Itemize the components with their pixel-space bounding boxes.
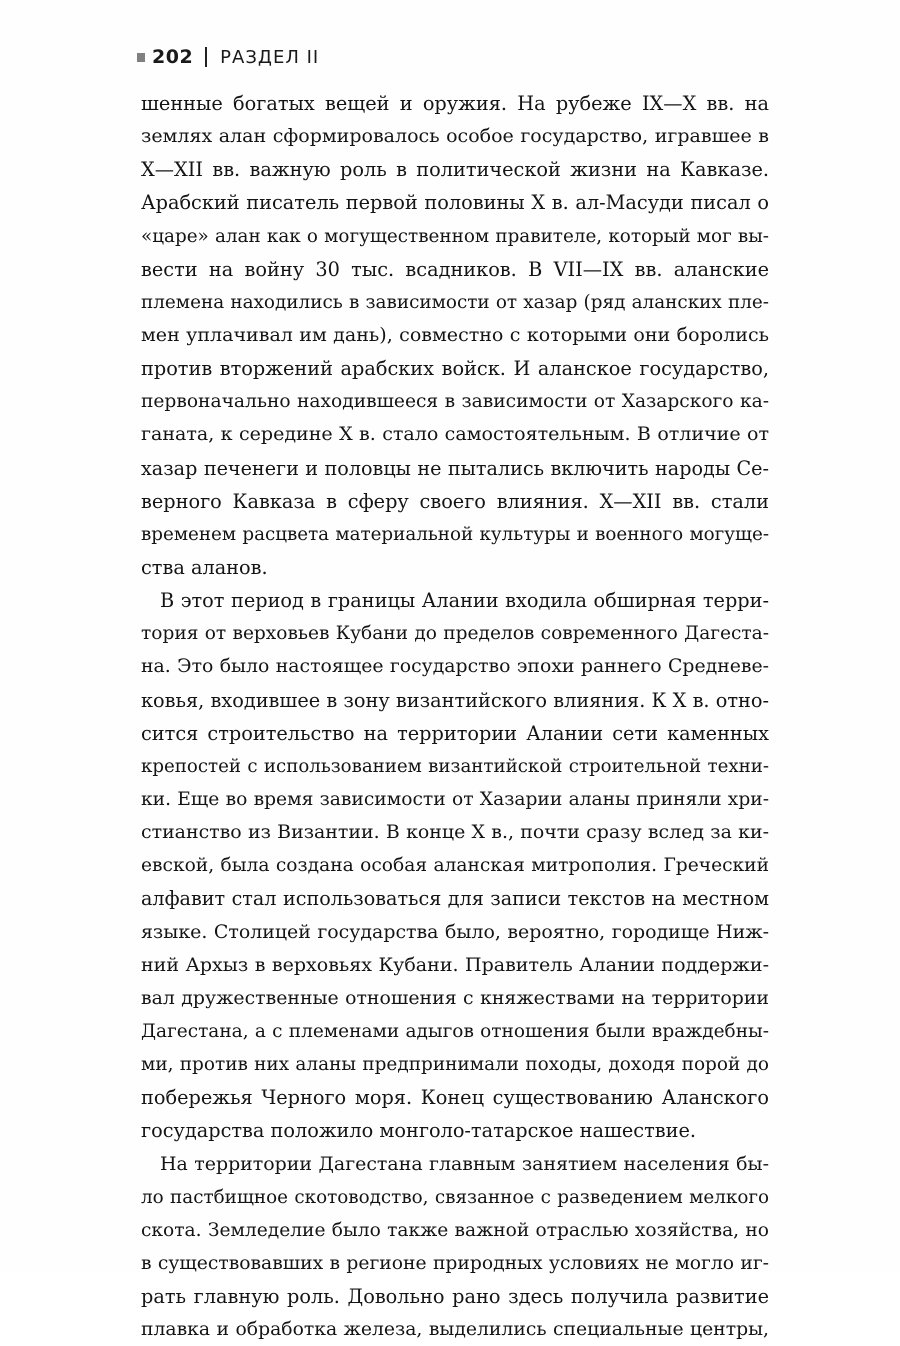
text-line: ганата, к середине X в. стало самостоятельным. В отличие от (141, 423, 769, 446)
text-line: первоначально находившееся в зависимости от Хазарского ка- (141, 391, 769, 413)
paragraph-start-line: На территории Дагестана главным занятием населения бы- (160, 1152, 769, 1175)
text-line: шенные богатых вещей и оружия. На рубеже IX—X вв. на (141, 92, 769, 115)
text-line: крепостей с использованием византийской строительной техни- (141, 755, 769, 777)
page-number: 202 (152, 46, 194, 68)
text-line: ковья, входившее в зону византийского влияния. К X в. отно- (141, 688, 769, 712)
text-line: рать главную роль. Довольно рано здесь получила развитие (141, 1285, 769, 1309)
text-line: мен уплачивал им дань), совместно с которыми они боролись (141, 323, 769, 346)
text-line: вал дружественные отношения с княжествами на территории (141, 986, 769, 1009)
text-line: скота. Земледелие было также важной отраслью хозяйства, но (141, 1219, 769, 1241)
text-line: ки. Еще во время зависимости от Хазарии аланы приняли хри- (141, 788, 769, 810)
text-line: ний Архыз в верховьях Кубани. Правитель Алании поддержи- (141, 953, 769, 976)
text-line: государства положило монголо-татарское нашествие. (141, 1119, 696, 1143)
text-line: евской, была создана особая аланская митрополия. Греческий (141, 855, 769, 877)
text-line: Дагестана, а с племенами адыгов отношения были враждебны- (141, 1020, 769, 1042)
text-line: сится строительство на территории Алании сети каменных (141, 721, 769, 745)
paragraph-start-line: В этот период в границы Алании входила обширная терри- (160, 589, 769, 613)
text-line: вести на войну 30 тыс. всадников. В VII—IX вв. аланские (141, 257, 769, 281)
page-marker-icon (137, 53, 145, 62)
section-title: РАЗДЕЛ II (220, 46, 320, 68)
text-line: языке. Столицей государства было, вероятно, городище Ниж- (141, 920, 769, 943)
text-line: Арабский писатель первой половины X в. ал-Масуди писал о (141, 191, 769, 215)
text-line: хазар печенеги и половцы не пытались включить народы Се- (141, 456, 769, 480)
text-line: X—XII вв. важную роль в политической жизни на Кавказе. (141, 158, 769, 182)
running-header (137, 44, 319, 70)
text-line: плавка и обработка железа, выделились специальные центры, (141, 1319, 769, 1341)
text-line: временем расцвета материальной культуры и военного могуще- (141, 523, 769, 545)
text-line: побережья Черного моря. Конец существованию Аланского (141, 1086, 769, 1110)
text-line: в существовавших в регионе природных условиях не могло иг- (141, 1252, 769, 1274)
text-line: племена находились в зависимости от хазар (ряд аланских пле- (141, 291, 769, 313)
text-line: «царе» алан как о могущественном правителе, который мог вы- (141, 225, 769, 247)
text-line: землях алан сформировалось особое государство, игравшее в (141, 125, 769, 148)
text-line: на. Это было настоящее государство эпохи раннего Средневе- (141, 656, 769, 678)
body-text (141, 87, 769, 1346)
text-line: стианство из Византии. В конце X в., почти сразу вслед за ки- (141, 821, 769, 844)
text-line: тория от верховьев Кубани до пределов современного Дагеста- (141, 623, 769, 645)
text-line: ми, против них аланы предпринимали походы, доходя порой до (141, 1054, 769, 1076)
text-line: ло пастбищное скотоводство, связанное с разведением мелкого (141, 1186, 769, 1208)
header-divider (205, 47, 207, 67)
text-line: алфавит стал использоваться для записи текстов на местном (141, 887, 769, 911)
text-line: против вторжений арабских войск. И аланское государство, (141, 357, 769, 381)
text-line: ства аланов. (141, 555, 268, 579)
text-line: верного Кавказа в сферу своего влияния. X—XII вв. стали (141, 489, 769, 513)
